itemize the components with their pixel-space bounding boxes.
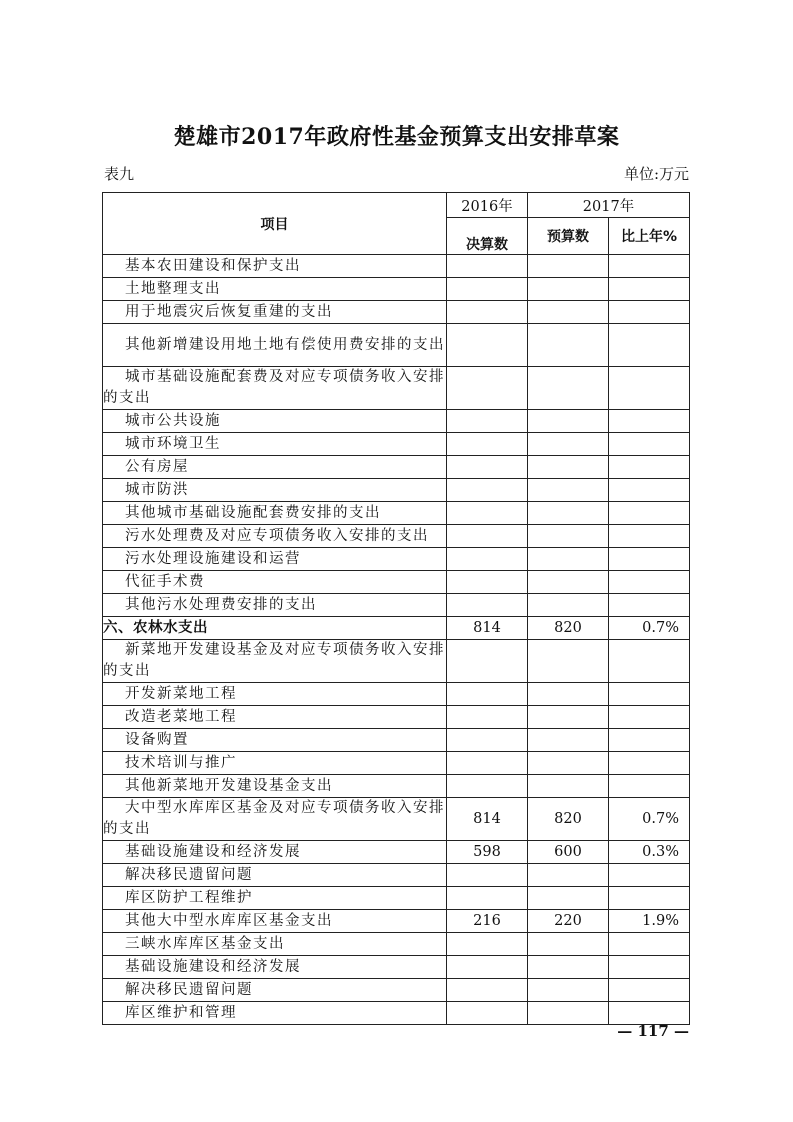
row-change-value	[609, 367, 690, 410]
row-item-name: 污水处理设施建设和运营	[103, 548, 447, 571]
row-budget-value: 820	[528, 798, 609, 841]
row-item-name: 大中型水库库区基金及对应专项债务收入安排的支出	[103, 798, 447, 841]
row-item-name: 基础设施建设和经济发展	[103, 841, 447, 864]
page-title: 楚雄市2017年政府性基金预算支出安排草案	[173, 124, 620, 150]
row-budget-value	[528, 775, 609, 798]
row-change-value	[609, 729, 690, 752]
table-row	[103, 456, 690, 479]
row-final-value	[447, 548, 528, 571]
row-final-value	[447, 979, 528, 1002]
row-final-value	[447, 278, 528, 301]
row-budget-value	[528, 979, 609, 1002]
table-row	[103, 433, 690, 456]
header-item: 项目	[103, 193, 447, 255]
table-row	[103, 525, 690, 548]
row-final-value	[447, 410, 528, 433]
table-row	[103, 594, 690, 617]
table-row	[103, 979, 690, 1002]
header-year-2016: 2016年	[447, 193, 528, 218]
row-change-value	[609, 301, 690, 324]
row-change-value	[609, 594, 690, 617]
table-row	[103, 910, 690, 933]
row-budget-value	[528, 729, 609, 752]
row-final-value	[447, 729, 528, 752]
row-budget-value	[528, 502, 609, 525]
row-final-value: 598	[447, 841, 528, 864]
table-row	[103, 367, 690, 410]
row-final-value	[447, 255, 528, 278]
row-final-value: 814	[447, 617, 528, 640]
row-budget-value: 820	[528, 617, 609, 640]
row-change-value	[609, 640, 690, 683]
row-item-name: 其他新增建设用地土地有偿使用费安排的支出	[103, 324, 447, 367]
row-change-value: 1.9%	[609, 910, 690, 933]
row-item-name: 城市公共设施	[103, 410, 447, 433]
row-final-value	[447, 324, 528, 367]
header-final: 决算数	[447, 218, 528, 255]
table-row	[103, 571, 690, 594]
table-row	[103, 548, 690, 571]
row-final-value	[447, 956, 528, 979]
row-change-value	[609, 255, 690, 278]
row-change-value	[609, 864, 690, 887]
row-change-value	[609, 571, 690, 594]
row-change-value	[609, 410, 690, 433]
row-item-name: 库区防护工程维护	[103, 887, 447, 910]
row-item-name: 其他城市基础设施配套费安排的支出	[103, 502, 447, 525]
row-item-name: 基础设施建设和经济发展	[103, 956, 447, 979]
row-final-value	[447, 640, 528, 683]
row-budget-value	[528, 933, 609, 956]
row-budget-value	[528, 1002, 609, 1025]
row-item-name: 代征手术费	[103, 571, 447, 594]
row-change-value	[609, 502, 690, 525]
table-body	[103, 255, 690, 1025]
row-item-name: 城市基础设施配套费及对应专项债务收入安排的支出	[103, 367, 447, 410]
row-change-value: 0.7%	[609, 617, 690, 640]
row-final-value: 216	[447, 910, 528, 933]
row-budget-value	[528, 640, 609, 683]
row-budget-value	[528, 433, 609, 456]
row-final-value	[447, 752, 528, 775]
row-item-name: 城市防洪	[103, 479, 447, 502]
row-change-value: 0.3%	[609, 841, 690, 864]
row-final-value	[447, 456, 528, 479]
row-budget-value	[528, 571, 609, 594]
row-item-name: 用于地震灾后恢复重建的支出	[103, 301, 447, 324]
budget-table	[102, 192, 690, 1025]
table-label: 表九	[104, 165, 135, 183]
unit-label: 单位:万元	[623, 165, 689, 183]
row-final-value	[447, 571, 528, 594]
row-item-name: 公有房屋	[103, 456, 447, 479]
table-row	[103, 617, 690, 640]
row-change-value	[609, 548, 690, 571]
row-item-name: 新菜地开发建设基金及对应专项债务收入安排的支出	[103, 640, 447, 683]
row-item-name: 三峡水库库区基金支出	[103, 933, 447, 956]
header-budget: 预算数	[528, 218, 609, 255]
row-budget-value	[528, 301, 609, 324]
table-row	[103, 798, 690, 841]
row-change-value	[609, 706, 690, 729]
row-budget-value	[528, 479, 609, 502]
row-change-value	[609, 979, 690, 1002]
row-final-value	[447, 367, 528, 410]
row-item-name: 设备购置	[103, 729, 447, 752]
row-change-value	[609, 683, 690, 706]
table-row	[103, 933, 690, 956]
row-final-value	[447, 933, 528, 956]
row-budget-value	[528, 278, 609, 301]
table-row	[103, 1002, 690, 1025]
table-row	[103, 278, 690, 301]
row-final-value: 814	[447, 798, 528, 841]
row-final-value	[447, 301, 528, 324]
row-final-value	[447, 775, 528, 798]
page-number: — 117 —	[617, 1022, 689, 1040]
row-change-value: 0.7%	[609, 798, 690, 841]
row-change-value	[609, 933, 690, 956]
table-row	[103, 956, 690, 979]
header-change: 比上年%	[609, 218, 690, 255]
table-row	[103, 479, 690, 502]
table-row	[103, 301, 690, 324]
table-row	[103, 729, 690, 752]
row-budget-value	[528, 594, 609, 617]
row-budget-value	[528, 864, 609, 887]
row-item-name: 解决移民遗留问题	[103, 864, 447, 887]
row-budget-value	[528, 548, 609, 571]
table-row	[103, 887, 690, 910]
row-item-name: 基本农田建设和保护支出	[103, 255, 447, 278]
row-final-value	[447, 525, 528, 548]
row-budget-value	[528, 324, 609, 367]
row-budget-value	[528, 706, 609, 729]
row-item-name: 库区维护和管理	[103, 1002, 447, 1025]
row-final-value	[447, 502, 528, 525]
row-change-value	[609, 752, 690, 775]
row-item-name: 其他大中型水库库区基金支出	[103, 910, 447, 933]
row-change-value	[609, 278, 690, 301]
table-row	[103, 864, 690, 887]
row-item-name: 城市环境卫生	[103, 433, 447, 456]
row-final-value	[447, 1002, 528, 1025]
row-change-value	[609, 324, 690, 367]
table-row	[103, 841, 690, 864]
row-change-value	[609, 775, 690, 798]
row-item-name: 六、农林水支出	[103, 617, 447, 640]
row-budget-value	[528, 752, 609, 775]
row-final-value	[447, 864, 528, 887]
row-budget-value	[528, 525, 609, 548]
row-final-value	[447, 706, 528, 729]
row-item-name: 技术培训与推广	[103, 752, 447, 775]
row-change-value	[609, 956, 690, 979]
row-budget-value	[528, 367, 609, 410]
table-row	[103, 410, 690, 433]
table-row	[103, 775, 690, 798]
row-budget-value	[528, 255, 609, 278]
row-item-name: 其他新菜地开发建设基金支出	[103, 775, 447, 798]
row-item-name: 其他污水处理费安排的支出	[103, 594, 447, 617]
row-item-name: 解决移民遗留问题	[103, 979, 447, 1002]
row-item-name: 改造老菜地工程	[103, 706, 447, 729]
row-change-value	[609, 479, 690, 502]
row-budget-value	[528, 683, 609, 706]
row-final-value	[447, 683, 528, 706]
row-final-value	[447, 594, 528, 617]
table-row	[103, 502, 690, 525]
row-item-name: 土地整理支出	[103, 278, 447, 301]
row-item-name: 污水处理费及对应专项债务收入安排的支出	[103, 525, 447, 548]
table-row	[103, 255, 690, 278]
table-row	[103, 752, 690, 775]
row-change-value	[609, 433, 690, 456]
row-change-value	[609, 456, 690, 479]
row-change-value	[609, 525, 690, 548]
row-budget-value	[528, 956, 609, 979]
row-final-value	[447, 433, 528, 456]
row-budget-value	[528, 410, 609, 433]
row-budget-value	[528, 887, 609, 910]
table-row	[103, 683, 690, 706]
row-item-name: 开发新菜地工程	[103, 683, 447, 706]
row-budget-value: 220	[528, 910, 609, 933]
row-budget-value: 600	[528, 841, 609, 864]
row-final-value	[447, 479, 528, 502]
table-row	[103, 324, 690, 367]
row-budget-value	[528, 456, 609, 479]
table-row	[103, 706, 690, 729]
table-row	[103, 640, 690, 683]
header-year-2017: 2017年	[528, 193, 690, 218]
row-change-value	[609, 887, 690, 910]
row-final-value	[447, 887, 528, 910]
